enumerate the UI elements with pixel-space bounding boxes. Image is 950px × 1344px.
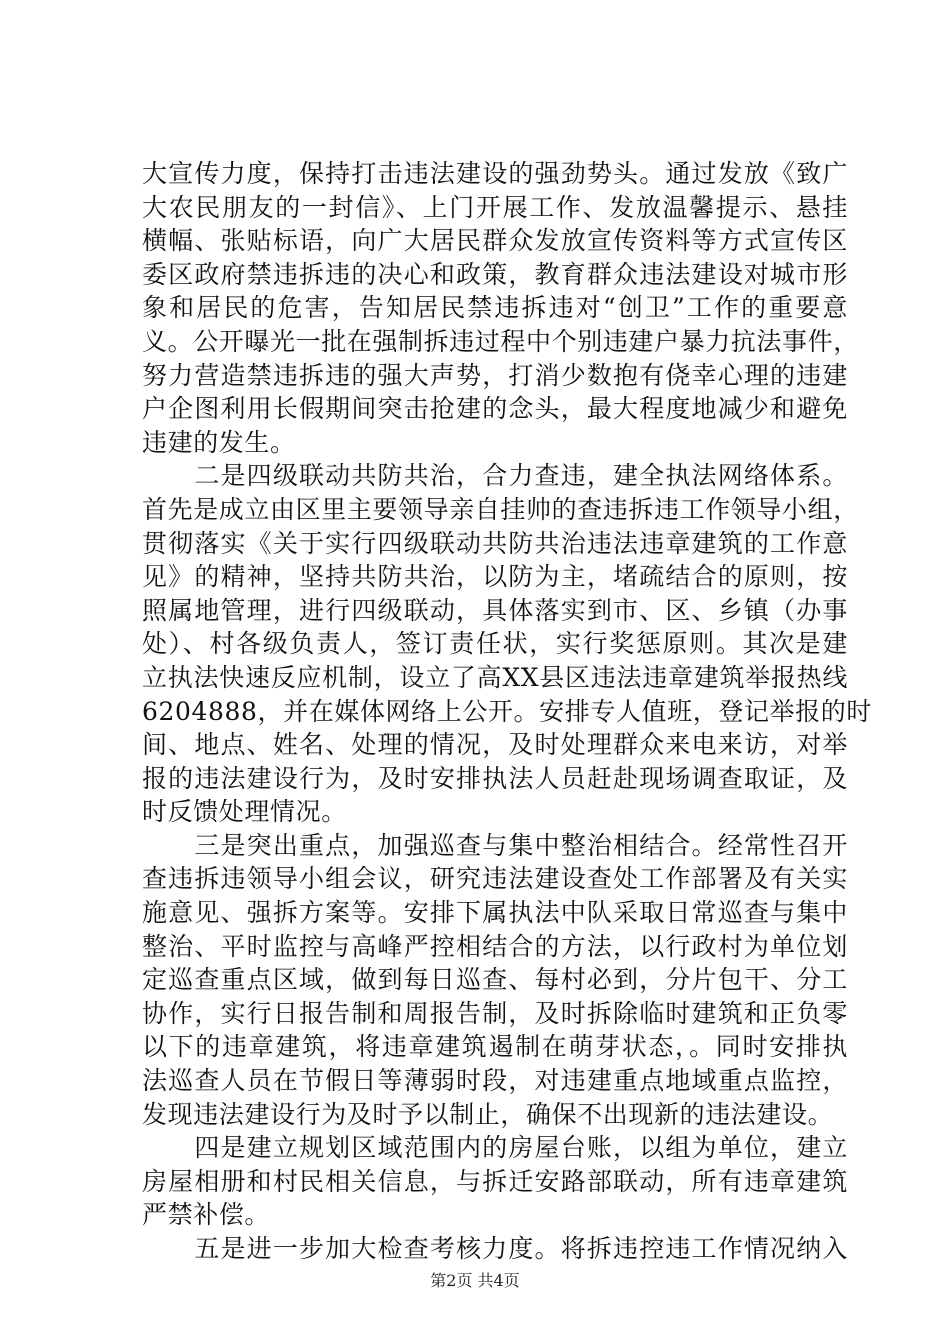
text-line: 户企图利用长假期间突击抢建的念头，最大程度地减少和避免	[142, 394, 848, 424]
text-line: 努力营造禁违拆违的强大声势，打消少数抱有侥幸心理的违建	[142, 360, 848, 390]
text-line: 横幅、张贴标语，向广大居民群众发放宣传资料等方式宣传区	[142, 226, 848, 256]
text-line: 义。公开曝光一批在强制拆违过程中个别违建户暴力抗法事件，	[142, 326, 859, 356]
text-line: 三是突出重点，加强巡查与集中整治相结合。经常性召开	[142, 830, 848, 860]
text-line: 定巡查重点区域，做到每日巡查、每村必到，分片包干、分工	[142, 965, 848, 995]
text-line: 以下的违章建筑，将违章建筑遏制在萌芽状态，。同时安排执	[142, 1032, 848, 1062]
text-line: 时反馈处理情况。	[142, 797, 347, 827]
text-line: 照属地管理，进行四级联动，具体落实到市、区、乡镇（办事	[142, 595, 848, 625]
text-line: 贯彻落实《关于实行四级联动共防共治违法违章建筑的工作意	[142, 528, 848, 558]
text-line: 法巡查人员在节假日等薄弱时段，对违建重点地域重点监控，	[142, 1066, 848, 1096]
text-line: 大农民朋友的一封信》、上门开展工作、发放温馨提示、悬挂	[142, 192, 848, 222]
text-line: 大宣传力度，保持打击违法建设的强劲势头。通过发放《致广	[142, 159, 848, 188]
text-line: 委区政府禁违拆违的决心和政策，教育群众违法建设对城市形	[142, 259, 848, 289]
text-line: 协作，实行日报告制和周报告制，及时拆除临时建筑和正负零	[142, 998, 848, 1028]
text-line: 违建的发生。	[142, 427, 296, 457]
text-line: 查违拆违领导小组会议，研究违法建设查处工作部署及有关实	[142, 864, 848, 894]
text-line: 严禁补偿。	[142, 1200, 271, 1230]
text-line: 四是建立规划区域范围内的房屋台账，以组为单位，建立	[142, 1133, 848, 1163]
text-line: 报的违法建设行为，及时安排执法人员赶赴现场调查取证，及	[142, 763, 848, 793]
text-line: 施意见、强拆方案等。安排下属执法中队采取日常巡查与集中	[142, 898, 848, 928]
text-line: 象和居民的危害，告知居民禁违拆违对“创卫”工作的重要意	[142, 293, 848, 323]
text-line: 6204888，并在媒体网络上公开。安排专人值班，登记举报的时	[142, 696, 872, 726]
text-line: 整治、平时监控与高峰严控相结合的方法，以行政村为单位划	[142, 931, 848, 961]
text-line: 房屋相册和村民相关信息，与拆迁安路部联动，所有违章建筑	[142, 1166, 848, 1196]
text-line: 二是四级联动共防共治，合力查违，建全执法网络体系。	[142, 461, 848, 491]
page-footer: 第2页 共4页	[430, 1271, 520, 1290]
text-line: 处）、村各级负责人，签订责任状，实行奖惩原则。其次是建	[142, 629, 848, 659]
document-body	[142, 157, 872, 1266]
text-line: 见》的精神，坚持共防共治，以防为主，堵疏结合的原则，按	[142, 562, 848, 592]
text-line: 首先是成立由区里主要领导亲自挂帅的查违拆违工作领导小组，	[142, 494, 859, 524]
text-line: 间、地点、姓名、处理的情况，及时处理群众来电来访，对举	[142, 730, 848, 760]
text-line: 五是进一步加大检查考核力度。将拆违控违工作情况纳入	[142, 1234, 848, 1263]
text-line: 立执法快速反应机制，设立了高XX县区违法违章建筑举报热线	[142, 662, 848, 692]
text-line: 发现违法建设行为及时予以制止，确保不出现新的违法建设。	[142, 1099, 834, 1129]
